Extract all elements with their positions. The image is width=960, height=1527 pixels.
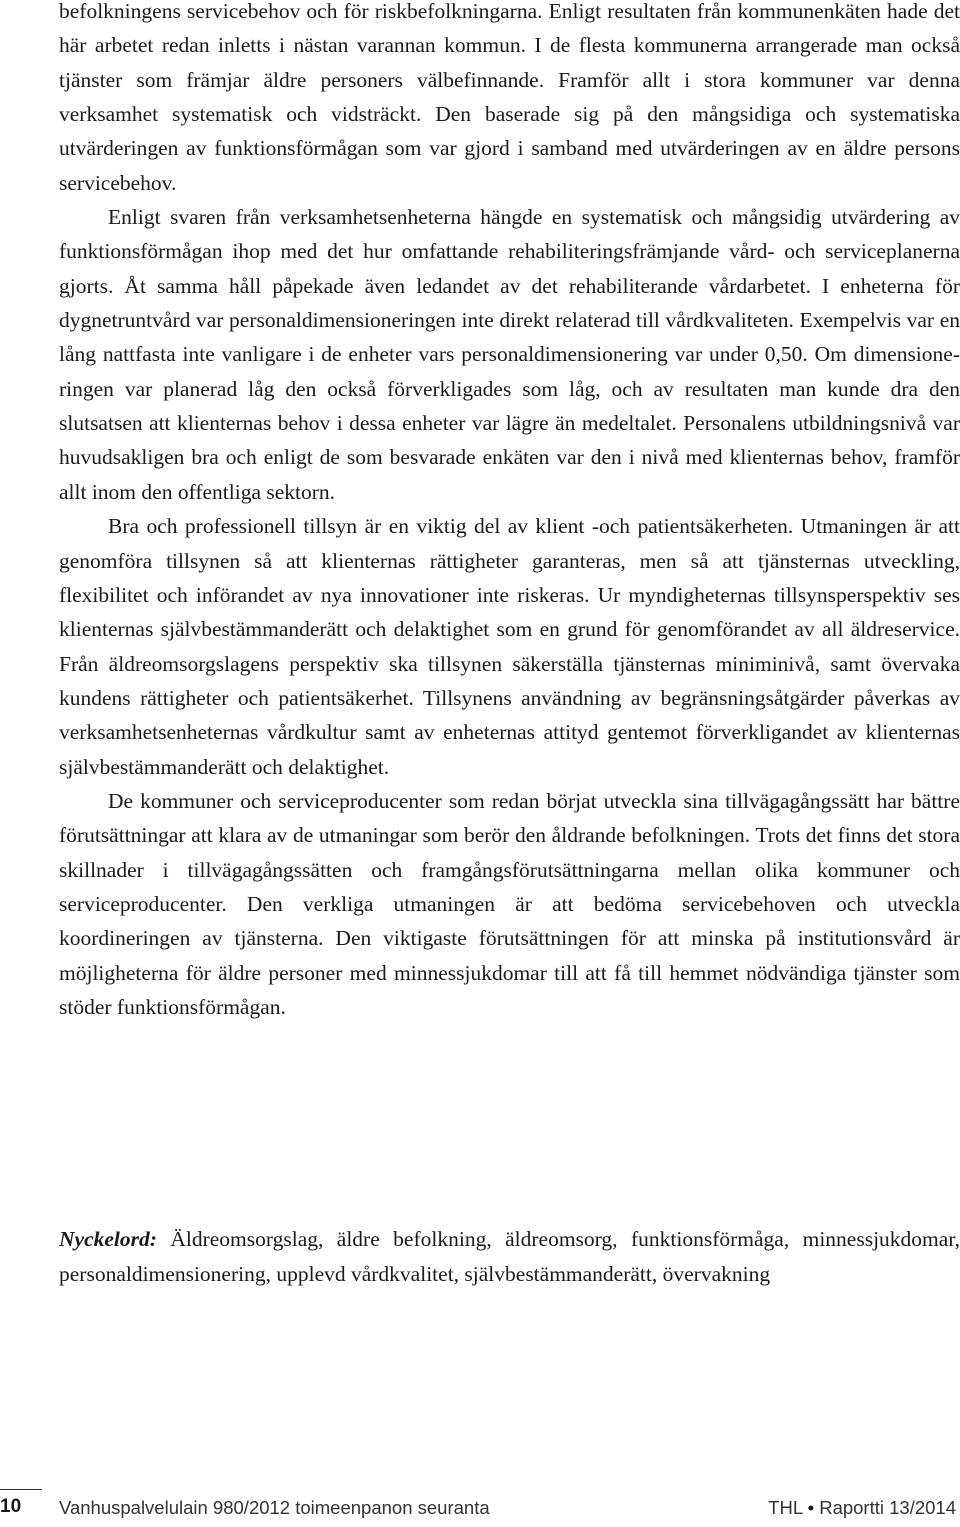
keywords-section bbox=[59, 1222, 960, 1291]
paragraph-3: Bra och professionell tillsyn är en viktig del av klient -och patientsäkerheten. Utmaningen är att genomföra tillsynen så att klienternas rättigheter garanteras, men så att tjänsternas utveckling, flexibilitet och införandet av nya innovationer inte riskeras. Ur myndigheternas tillsynsperspektiv ses klienternas självbestämmanderätt och delaktighet som en grund för genomförandet av all äldreservice. Från äldreomsorgslagens perspektiv ska tillsynen säkerställa tjänsternas miniminivå, samt övervaka kundens rättigheter och patientsäkerhet. Tillsynens användning av begränsningsåtgärder påverkas av verksamhetsenheternas vårdkultur samt av enheternas attityd gentemot förverkligandet av klienternas självbestämmanderätt och delaktighet. bbox=[59, 514, 960, 779]
running-title: Vanhuspalvelulain 980/2012 toimeenpanon seuranta bbox=[59, 1497, 490, 1518]
paragraph-1: befolkningens servicebehov och för riskbefolkningarna. Enligt resultaten från kommunenkäten hade det här arbetet redan inletts i nästan varannan kommun. I de flesta kommunerna arrangerade man också tjänster som främjar äldre personers välbefinnande. Framför allt i stora kommuner var denna verksamhet systematisk och vidsträckt. Den baserade sig på den mångsidiga och systematiska utvärderingen av funktionsförmågan som var gjord i samband med utvärderingen av en äldre persons servicebehov. bbox=[59, 0, 960, 195]
paragraph-4: De kommuner och serviceproducenter som redan börjat utveckla sina tillvägagångssätt har bättre förutsättningar att klara av de utmaningar som berör den åldrande befolkningen. Trots det finns det stora skillnader i tillvägagångssätten och framgångsförutsättningarna mellan olika kommuner och serviceproducenter. Den verkliga utmaningen är att bedöma servicebehoven och utveckla koordineringen av tjänsterna. Den viktigaste förutsättningen för att minska på institutionsvård är möjligheterna för äldre personer med minnessjukdomar till att få till hemmet nödvändiga tjänster som stöder funktionsförmågan. bbox=[59, 788, 960, 1019]
keywords-text: Äldreomsorgslag, äldre befolkning, äldreomsorg, funktionsförmåga, minnessjukdomar, personaldimensionering, upplevd vårdkvalitet, självbestämmanderätt, övervakning bbox=[59, 1227, 960, 1286]
page-number: 10 bbox=[0, 1496, 22, 1517]
bullet-separator: • bbox=[807, 1497, 815, 1518]
body-text bbox=[59, 0, 960, 1024]
publisher-name: THL bbox=[768, 1497, 803, 1518]
footer-divider bbox=[0, 1489, 42, 1490]
report-number: Raportti 13/2014 bbox=[819, 1497, 956, 1518]
report-info bbox=[768, 1497, 956, 1519]
paragraph-2: Enligt svaren från verksamhetsenheterna hängde en systematisk och mångsidig utvärdering av funktionsförmågan ihop med det hur omfattande rehabiliteringsfrämjande vård- och serviceplanerna gjorts. Åt samma håll påpekade även ledandet av det rehabiliterande vårdarbetet. I enheterna för dygnetruntvård var personaldimensioneringen inte direkt relaterad till vårdkvaliteten. Exempelvis var en lång nattfasta inte vanligare i de enheter vars personaldimensionering var under 0,50. Om dimensioneringen var planerad låg den också förverkligades som låg, och av resultaten man kunde dra den slutsatsen att klienternas behov i dessa enheter var lägre än medeltalet. Personalens utbildningsnivå var huvudsakligen bra och enligt de som besvarade enkäten var den i nivå med klienternas behov, framför allt inom den offentliga sektorn. bbox=[59, 205, 960, 504]
keywords-label: Nyckelord: bbox=[59, 1227, 157, 1251]
